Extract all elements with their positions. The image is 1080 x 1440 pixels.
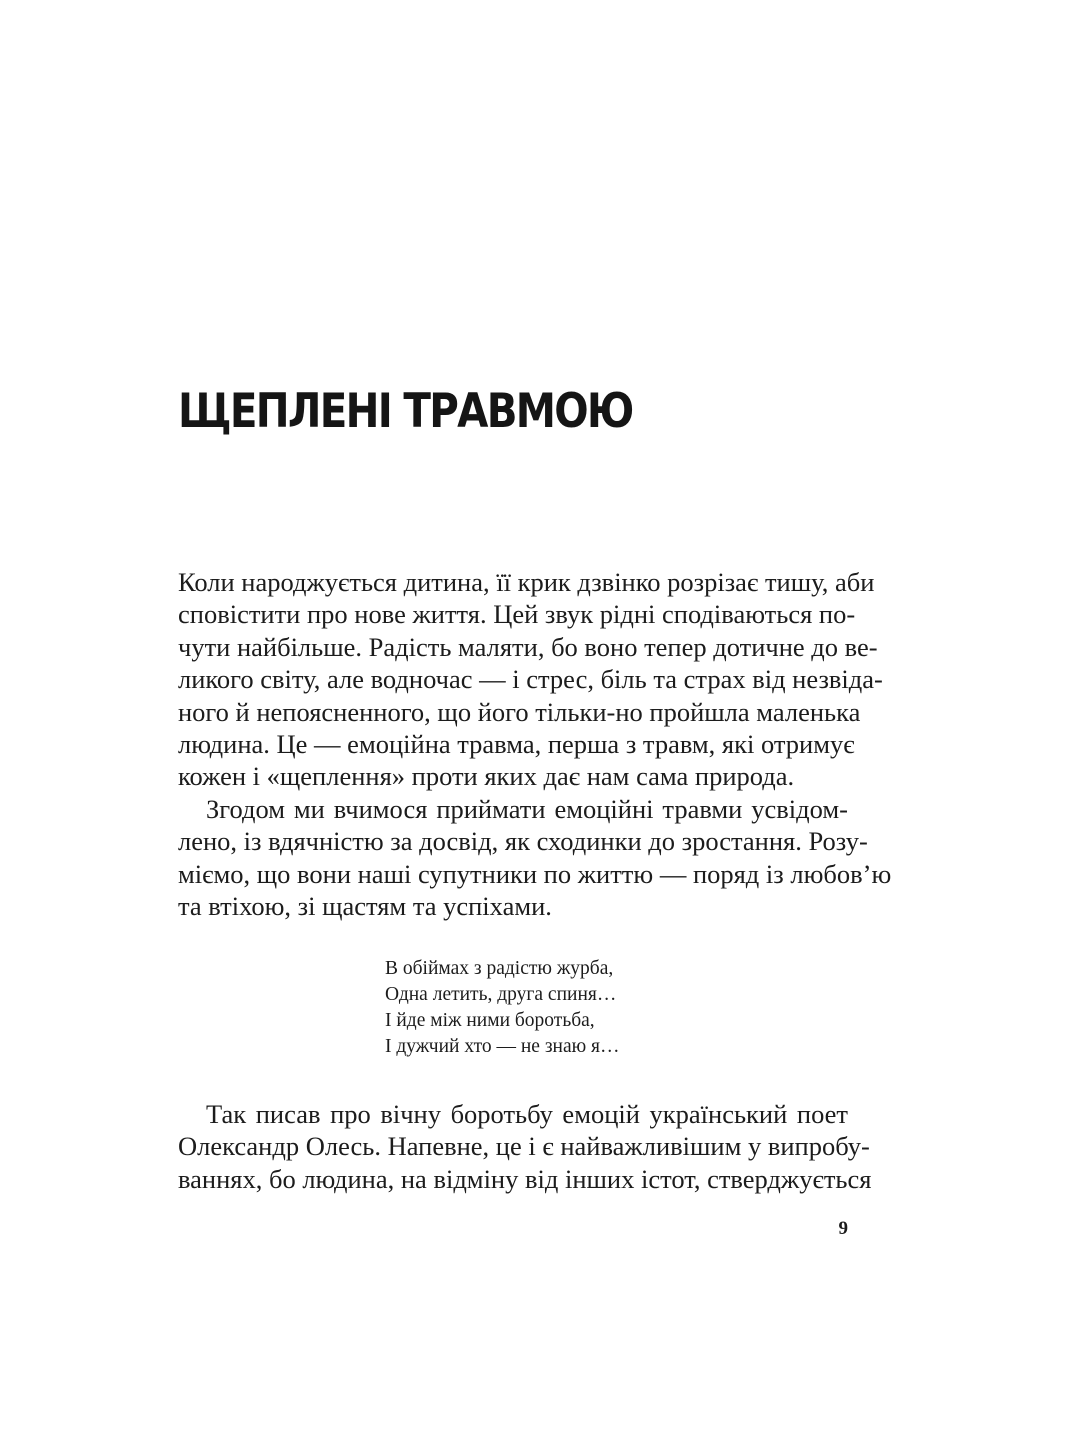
poem-line: В обіймах з радістю журба, [385,958,614,979]
paragraph-1-line: сповістити про нове життя. Цей звук рідні сподіваються по- [178,599,856,630]
body-text-bottom [178,1098,872,1195]
poem-epigraph [385,956,620,1060]
paragraph-1-line: Коли народжується дитина, її крик дзвінко розрізає тишу, аби [178,567,875,597]
paragraph-2-line: Згодом ми вчимося приймати емоційні травми усвідом- [206,793,848,824]
paragraph-1-line: чути найбільше. Радість маляти, бо воно тепер дотичне до ве- [178,631,878,662]
page-number: 9 [838,1218,848,1239]
body-text-top [178,566,892,922]
paragraph-2-line: лено, із вдячністю за досвід, як сходинки до зростання. Розу- [178,826,868,857]
paragraph-2-line: міємо, що вони наші супутники по життю — поряд із любов’ю [178,858,892,889]
chapter-title: ЩЕПЛЕНІ ТРАВМОЮ [178,384,633,439]
paragraph-3-line: Так писав про вічну боротьбу емоцій український поет [206,1099,848,1129]
poem-line: І йде між ними боротьба, [385,1010,595,1031]
paragraph-1-line: ного й непоясненного, що його тільки-но пройшла маленька [178,696,861,727]
paragraph-1-line: кожен і «щеплення» проти яких дає нам сама природа. [178,761,795,792]
poem-line: І дужчий хто — не знаю я… [385,1036,620,1057]
paragraph-1-line: ликого світу, але водночас — і стрес, біль та страх від незвіда- [178,664,883,695]
paragraph-3-line: Олександр Олесь. Напевне, це і є найважливішим у випробу- [178,1131,870,1162]
paragraph-3-line: ваннях, бо людина, на відміну від інших істот, стверджується [178,1163,872,1194]
paragraph-1-line: людина. Це — емоційна травма, перша з травм, які отримує [178,728,855,759]
paragraph-2-line: та втіхою, зі щастям та успіхами. [178,890,552,921]
poem-line: Одна летить, друга спиня… [385,984,617,1005]
